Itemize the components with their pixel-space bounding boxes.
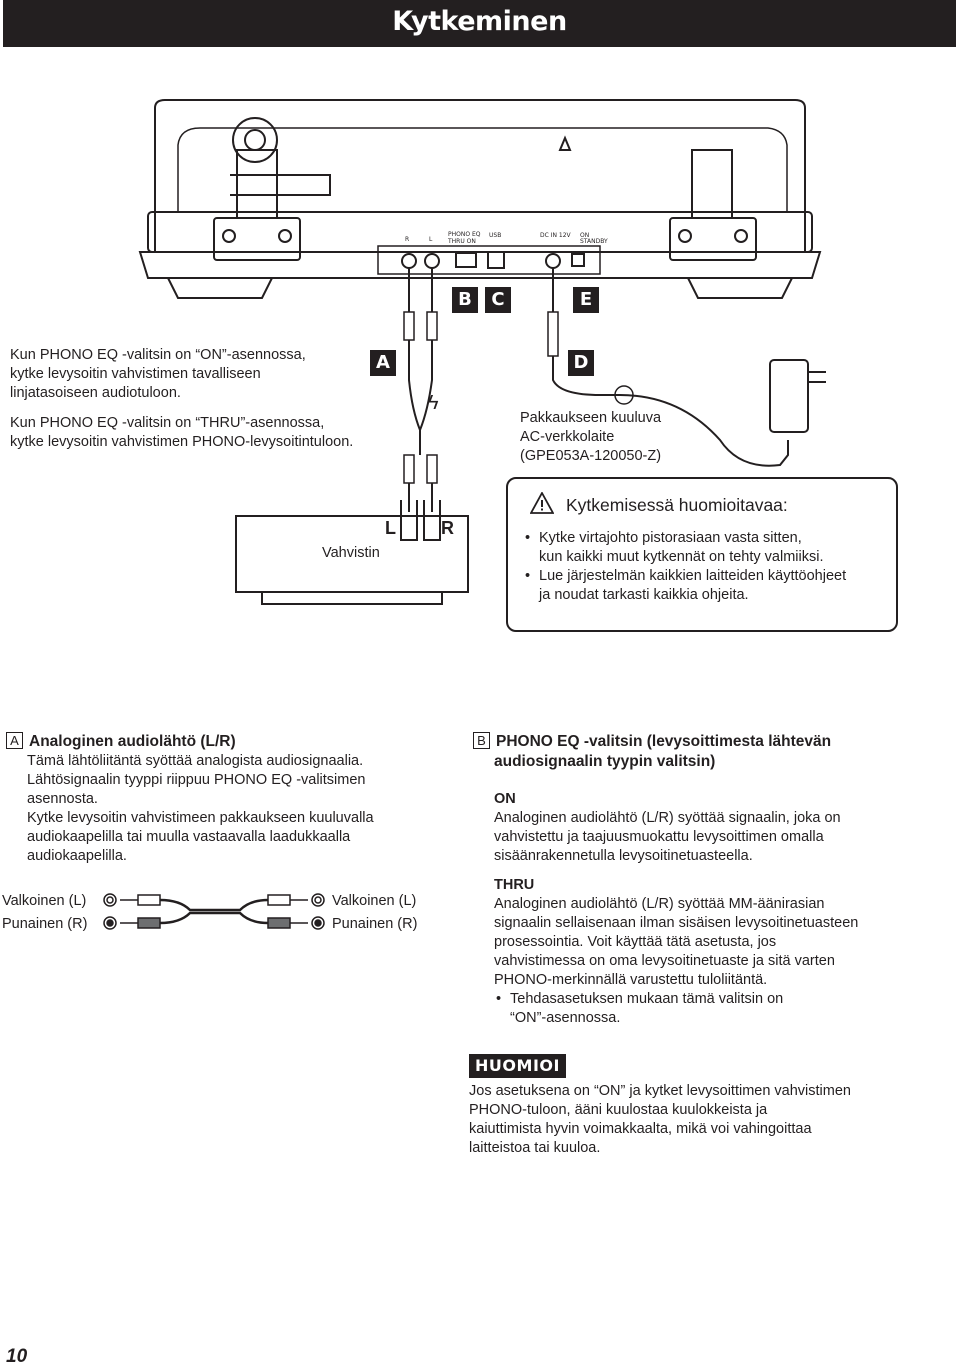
section-b-line: prosessointia. Voit käyttää tätä asetusta, jos bbox=[494, 934, 777, 950]
section-a-heading bbox=[6, 732, 426, 752]
usb-port bbox=[488, 252, 504, 268]
adapter-text bbox=[520, 409, 720, 466]
note-line: laitteistoa tai kuuloa. bbox=[469, 1140, 601, 1156]
section-b-line: signaalin sellaisenaan ilman sisäisen levysoitinetuasteen bbox=[494, 915, 859, 931]
panel-label-r: R bbox=[405, 236, 410, 243]
panel-label-phono-eq: PHONO EQ bbox=[448, 231, 481, 238]
panel-label-l: L bbox=[429, 236, 433, 243]
page-title: Kytkeminen bbox=[392, 6, 567, 37]
adapter-line: AC-verkkolaite bbox=[520, 429, 615, 445]
note-line: PHONO-tuloon, ääni kuulostaa kuulokkeista ja bbox=[469, 1102, 768, 1118]
callout-d: D bbox=[568, 350, 594, 376]
caution-box bbox=[506, 477, 898, 632]
section-b-line: PHONO-merkinnällä varustettu tuloliitäntä. bbox=[494, 972, 768, 988]
panel-label-standby: STANDBY bbox=[580, 238, 608, 245]
note-line: Jos asetuksena on “ON” ja kytket levysoittimen vahvistimen bbox=[469, 1083, 851, 1099]
section-b-title-1: PHONO EQ -valitsin (levysoittimesta lähtevän bbox=[496, 733, 832, 750]
cable-right-white-label: Valkoinen (L) bbox=[332, 893, 417, 909]
section-b bbox=[473, 732, 913, 1028]
section-a-line: Kytke levysoitin vahvistimeen pakkaukseen kuuluvalla bbox=[27, 810, 374, 826]
section-b-line: Analoginen audiolähtö (L/R) syöttää MM-äänirasian bbox=[494, 896, 825, 912]
adapter-line: (GPE053A-120050-Z) bbox=[520, 448, 662, 464]
caution-line: ja noudat tarkasti kaikkia ohjeita. bbox=[539, 587, 749, 603]
caution-line: • Lue järjestelmän kaikkien laitteiden käyttöohjeet bbox=[539, 568, 847, 584]
section-a-line: audiokaapelilla. bbox=[27, 848, 127, 864]
callout-a: A bbox=[370, 350, 396, 376]
section-a-line: Lähtösignaalin tyyppi riippuu PHONO EQ -valitsimen bbox=[27, 772, 366, 788]
section-b-line: vahvistettu ja taajuusmuokattu levysoittimen omalla bbox=[494, 829, 824, 845]
caution-list bbox=[523, 529, 893, 605]
intro-on bbox=[10, 346, 370, 403]
cable-left-red-label: Punainen (R) bbox=[2, 916, 88, 932]
right-foot bbox=[688, 278, 792, 298]
section-b-line: sisäänrakennetulla levysoitinetuasteella. bbox=[494, 848, 753, 864]
section-a-line: asennosta. bbox=[27, 791, 98, 807]
lightning-icon: ϟ bbox=[428, 392, 439, 414]
caution-line: • Kytke virtajohto pistorasiaan vasta sitten, bbox=[539, 530, 802, 546]
adapter-line: Pakkaukseen kuuluva bbox=[520, 410, 662, 426]
section-b-thru-label: THRU bbox=[494, 877, 535, 893]
page-number: 10 bbox=[6, 1346, 28, 1367]
intro-line: linjatasoiseen audiotuloon. bbox=[10, 385, 181, 401]
section-b-thru bbox=[494, 876, 913, 1028]
section-b-heading bbox=[473, 732, 913, 772]
section-b-letter: B bbox=[473, 732, 490, 749]
section-b-line: Tehdasasetuksen mukaan tämä valitsin on bbox=[510, 991, 784, 1007]
caution-title: Kytkemisessä huomioitavaa: bbox=[566, 495, 788, 515]
left-foot bbox=[168, 278, 272, 298]
power-button bbox=[572, 254, 584, 266]
intro-line: Kun PHONO EQ -valitsin on “ON”-asennossa, bbox=[10, 347, 306, 363]
section-a-body bbox=[27, 752, 426, 866]
section-a bbox=[6, 732, 426, 866]
note-body bbox=[469, 1082, 909, 1158]
section-a-letter: A bbox=[6, 732, 23, 749]
rca-l-jack bbox=[402, 254, 416, 268]
intro-line: Kun PHONO EQ -valitsin on “THRU”-asennossa, bbox=[10, 415, 325, 431]
rca-r-jack bbox=[425, 254, 439, 268]
cable-left-white-label: Valkoinen (L) bbox=[2, 893, 87, 909]
section-b-on-label: ON bbox=[494, 791, 516, 807]
bullet-icon: • bbox=[496, 991, 502, 1007]
intro-thru bbox=[10, 414, 380, 452]
section-a-title: Analoginen audiolähtö (L/R) bbox=[29, 733, 236, 750]
note-label: HUOMIOI bbox=[469, 1054, 566, 1078]
caution-line: kun kaikki muut kytkennät on tehty valmiiksi. bbox=[539, 549, 824, 565]
page-header bbox=[3, 0, 956, 47]
section-b-title-2: audiosignaalin tyypin valitsin) bbox=[494, 753, 716, 770]
section-a-line: audiokaapelilla tai muulla vastaavalla laadukkaalla bbox=[27, 829, 351, 845]
cable-right-red-label: Punainen (R) bbox=[332, 916, 418, 932]
caution-item bbox=[523, 567, 893, 605]
rca-cable-illustration bbox=[100, 888, 330, 936]
callout-b: B bbox=[452, 287, 478, 313]
intro-line: kytke levysoitin vahvistimen PHONO-levysoitintuloon. bbox=[10, 434, 354, 450]
amplifier-r-label: R bbox=[441, 518, 454, 538]
panel-label-usb: USB bbox=[489, 232, 502, 239]
section-b-on bbox=[494, 790, 913, 866]
intro-line: kytke levysoitin vahvistimen tavalliseen bbox=[10, 366, 261, 382]
callout-e: E bbox=[573, 287, 599, 313]
amplifier-l-label: L bbox=[385, 518, 396, 538]
callout-c: C bbox=[485, 287, 511, 313]
section-b-line: “ON”-asennossa. bbox=[510, 1010, 621, 1026]
section-b-bullet bbox=[494, 990, 913, 1028]
panel-label-thru-on: THRU ON bbox=[448, 238, 476, 245]
section-a-line: Tämä lähtöliitäntä syöttää analogista audiosignaalia. bbox=[27, 753, 364, 769]
amplifier-label: Vahvistin bbox=[322, 545, 380, 561]
section-b-line: Analoginen audiolähtö (L/R) syöttää signaalin, joka on bbox=[494, 810, 841, 826]
note-line: kaiuttimista hyvin voimakkaalta, mikä voi vahingoittaa bbox=[469, 1121, 812, 1137]
panel-label-on: ON bbox=[580, 232, 590, 239]
section-b-line: vahvistimessa on oma levysoitinetuaste ja sitä varten bbox=[494, 953, 835, 969]
caution-item bbox=[523, 529, 893, 567]
phono-eq-switch bbox=[456, 253, 476, 267]
dc-jack bbox=[546, 254, 560, 268]
warning-icon bbox=[530, 492, 554, 514]
ac-adapter bbox=[770, 360, 808, 432]
panel-label-dc-in: DC IN 12V bbox=[540, 232, 571, 239]
